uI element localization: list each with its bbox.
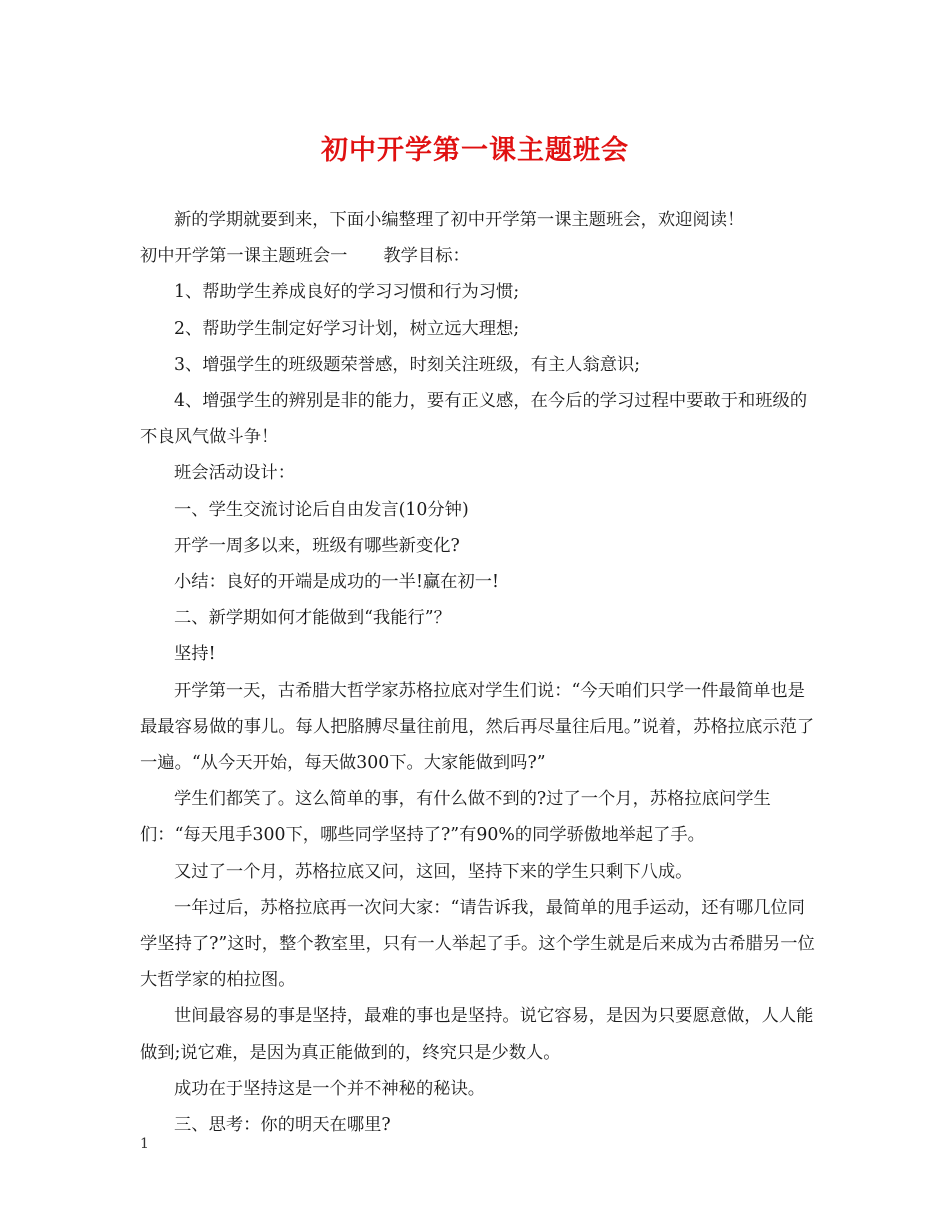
- paragraph: 三、思考：你的明天在哪里?: [174, 1115, 391, 1136]
- paragraph: 学生们都笑了。这么简单的事，有什么做不到的?过了一个月，苏格拉底问学生们：“每天甩手300下，哪些同学坚持了?”有90%的同学骄傲地举起了手。: [140, 789, 771, 846]
- paragraph: 小结：良好的开端是成功的一半!赢在初一!: [174, 572, 499, 593]
- paragraph: 又过了一个月，苏格拉底又问，这回，坚持下来的学生只剩下八成。: [174, 861, 693, 882]
- section-heading-title: 初中开学第一课主题班会一: [140, 246, 348, 267]
- paragraph: 3、增强学生的班级题荣誉感，时刻关注班级，有主人翁意识;: [174, 354, 641, 375]
- page-number: 1: [140, 1136, 149, 1152]
- document-body: [140, 202, 815, 1143]
- paragraph: 开学一周多以来，班级有哪些新变化?: [174, 535, 460, 556]
- paragraph: 班会活动设计：: [174, 463, 295, 484]
- paragraph: 世间最容易的事是坚持，最难的事也是坚持。说它容易，是因为只要愿意做，人人能做到;说它难，是因为真正能做到的，终究只是少数人。: [140, 1006, 814, 1063]
- paragraph: 1、帮助学生养成良好的学习习惯和行为习惯;: [174, 282, 520, 303]
- section-heading: [140, 238, 815, 274]
- paragraph: 2、帮助学生制定好学习计划，树立远大理想;: [174, 318, 520, 339]
- paragraph: 开学第一天，古希腊大哲学家苏格拉底对学生们说：“今天咱们只学一件最简单也是最最容易做的事儿。每人把胳膊尽量往前甩，然后再尽量往后甩。”说着，苏格拉底示范了一遍。“从今天开始，每天做300下。大家能做到吗?”: [140, 680, 815, 774]
- paragraph: 一、学生交流讨论后自由发言(10分钟): [174, 499, 469, 520]
- paragraph: 成功在于坚持这是一个并不神秘的秘诀。: [174, 1078, 486, 1099]
- document-title: 初中开学第一课主题班会: [321, 135, 629, 166]
- paragraph: 4、增强学生的辨别是非的能力，要有正义感，在今后的学习过程中要敢于和班级的不良风气做斗争！: [140, 391, 808, 448]
- intro-paragraph: 新的学期就要到来，下面小编整理了初中开学第一课主题班会，欢迎阅读！: [174, 210, 745, 230]
- section-heading-subtitle: 教学目标：: [383, 246, 470, 267]
- paragraph: 一年过后，苏格拉底再一次问大家：“请告诉我，最简单的甩手运动，还有哪几位同学坚持了?”这时，整个教室里，只有一人举起了手。这个学生就是后来成为古希腊另一位大哲学家的柏拉图。: [140, 897, 815, 991]
- paragraph: 坚持!: [174, 644, 216, 665]
- paragraph: 二、新学期如何才能做到“我能行”？: [174, 608, 451, 629]
